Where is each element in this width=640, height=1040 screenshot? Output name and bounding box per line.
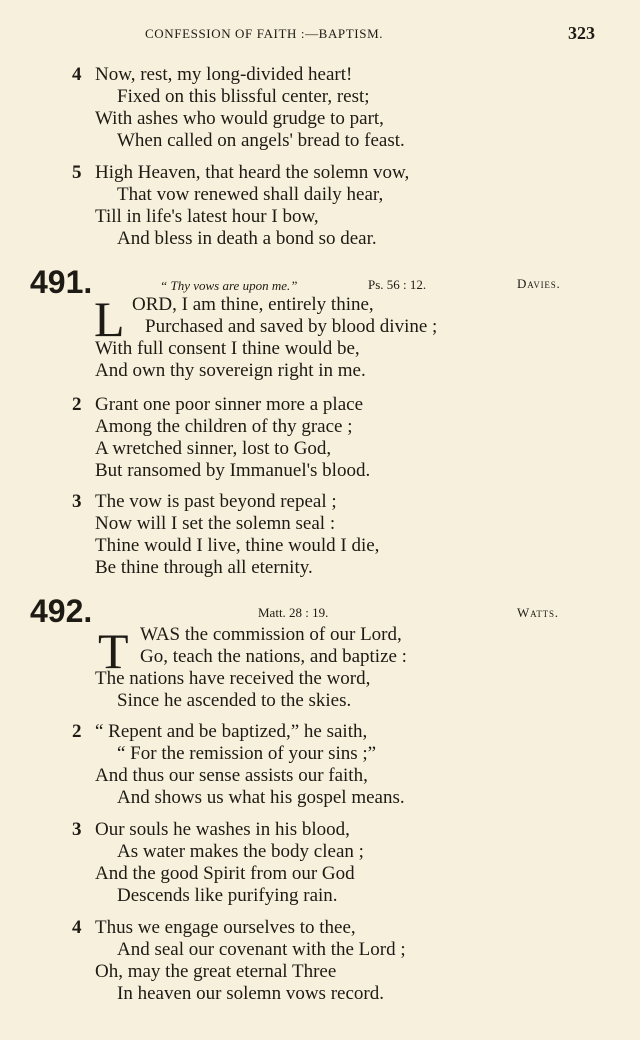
verse-line: Thine would I live, thine would I die, bbox=[95, 535, 380, 556]
verse-line: Purchased and saved by blood divine ; bbox=[145, 316, 438, 337]
verse-line: The nations have received the word, bbox=[95, 668, 371, 689]
hymn-author: Watts. bbox=[517, 605, 559, 620]
hymn-number: 492. bbox=[30, 593, 93, 629]
verse-number: 3 bbox=[72, 491, 82, 512]
verse-line: And shows us what his gospel means. bbox=[117, 787, 405, 808]
verse-line: But ransomed by Immanuel's blood. bbox=[95, 460, 371, 481]
verse-line: ORD, I am thine, entirely thine, bbox=[132, 294, 374, 315]
verse-line: Now, rest, my long-divided heart! bbox=[95, 64, 353, 85]
verse-number: 3 bbox=[72, 819, 82, 840]
verse-line: And bless in death a bond so dear. bbox=[117, 228, 377, 249]
scripture-reference: Ps. 56 : 12. bbox=[368, 277, 427, 292]
verse-number: 5 bbox=[72, 162, 82, 183]
verse-line: Fixed on this blissful center, rest; bbox=[117, 86, 370, 107]
verse-line: A wretched sinner, lost to God, bbox=[95, 438, 332, 459]
verse-line: Since he ascended to the skies. bbox=[117, 690, 352, 711]
verse-number: 2 bbox=[72, 394, 82, 415]
verse-line: And seal our covenant with the Lord ; bbox=[117, 939, 406, 960]
page-number: 323 bbox=[568, 23, 595, 43]
verse-number: 4 bbox=[72, 917, 82, 938]
verse-line: And thus our sense assists our faith, bbox=[95, 765, 368, 786]
hymn-motto: “ Thy vows are upon me.” bbox=[160, 278, 298, 293]
verse-line: With full consent I thine would be, bbox=[95, 338, 360, 359]
verse-line: When called on angels' bread to feast. bbox=[117, 130, 405, 151]
verse-line: Till in life's latest hour I bow, bbox=[95, 206, 319, 227]
verse-line: Grant one poor sinner more a place bbox=[95, 394, 364, 415]
verse-line: “ Repent and be baptized,” he saith, bbox=[95, 721, 368, 742]
verse-line: Our souls he washes in his blood, bbox=[95, 819, 350, 840]
verse-line: That vow renewed shall daily hear, bbox=[117, 184, 384, 205]
hymn-number: 491. bbox=[30, 264, 93, 300]
verse-line: With ashes who would grudge to part, bbox=[95, 108, 384, 129]
verse-line: And the good Spirit from our God bbox=[95, 863, 355, 884]
verse-number: 4 bbox=[72, 64, 82, 85]
running-head: CONFESSION OF FAITH :—BAPTISM. bbox=[145, 26, 384, 41]
drop-cap: L bbox=[94, 291, 125, 347]
verse-line: And own thy sovereign right in me. bbox=[95, 360, 366, 381]
verse-line: In heaven our solemn vows record. bbox=[117, 983, 384, 1004]
verse-line: Be thine through all eternity. bbox=[95, 557, 313, 578]
page-header bbox=[0, 24, 640, 44]
verse-line: The vow is past beyond repeal ; bbox=[95, 491, 337, 512]
verse-line: WAS the commission of our Lord, bbox=[140, 624, 402, 645]
hymn-author: Davies. bbox=[517, 276, 561, 291]
verse-line: “ For the remission of your sins ;” bbox=[117, 743, 377, 764]
verse-line: Oh, may the great eternal Three bbox=[95, 961, 337, 982]
verse-line: Thus we engage ourselves to thee, bbox=[95, 917, 356, 938]
verse-line: As water makes the body clean ; bbox=[117, 841, 364, 862]
verse-line: High Heaven, that heard the solemn vow, bbox=[95, 162, 410, 183]
verse-line: Go, teach the nations, and baptize : bbox=[140, 646, 407, 667]
verse-number: 2 bbox=[72, 721, 82, 742]
verse-line: Now will I set the solemn seal : bbox=[95, 513, 336, 534]
scripture-reference: Matt. 28 : 19. bbox=[258, 605, 329, 620]
drop-cap: T bbox=[98, 623, 129, 679]
verse-line: Descends like purifying rain. bbox=[117, 885, 338, 906]
verse-line: Among the children of thy grace ; bbox=[95, 416, 353, 437]
